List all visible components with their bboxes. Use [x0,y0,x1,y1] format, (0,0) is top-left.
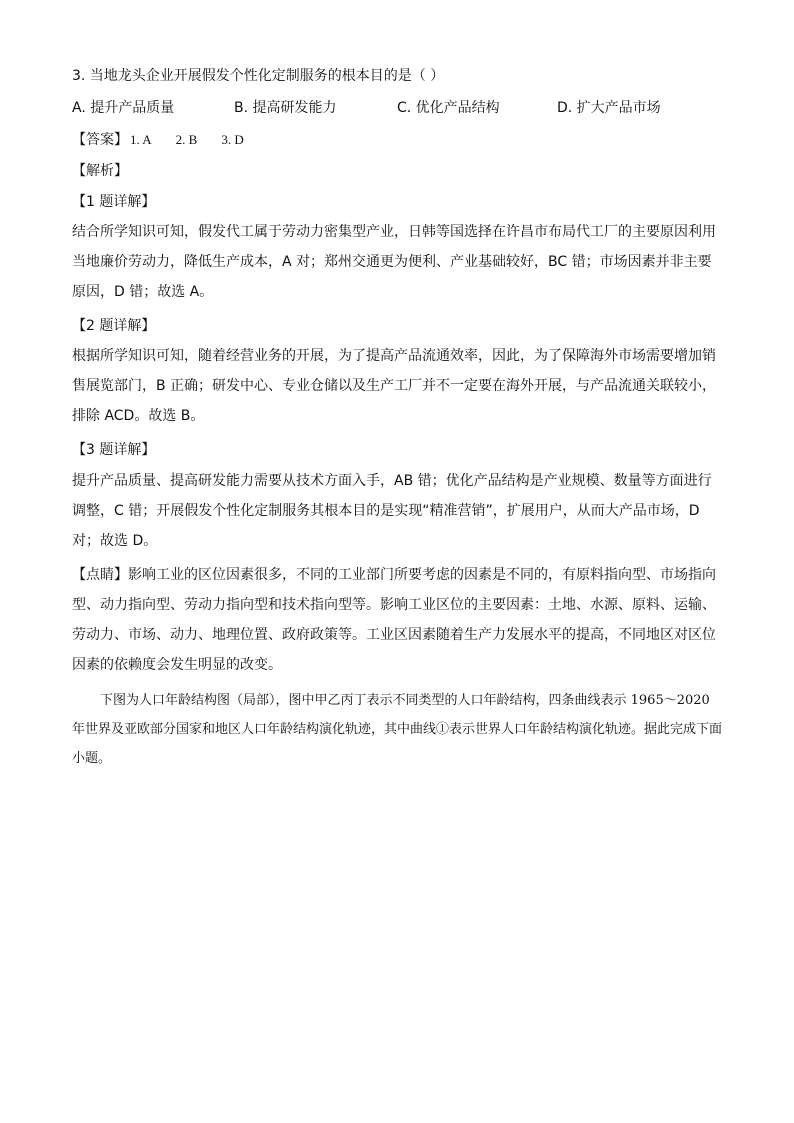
answer-item-2: 2. B [175,132,198,147]
comment-label: 【点睛】 [72,567,128,583]
option-b: B. 提高研发能力 [234,100,337,116]
intro-paragraph: 下图为人口年龄结构图（局部），图中甲乙丙丁表示不同类型的人口年龄结构，四条曲线表示 1965～2020 年世界及亚欧部分国家和地区人口年龄结构演化轨迹，其中曲线①表示世界人口年龄结构演化轨迹。据此完成下面小题。 [72,693,723,766]
answer-item-1: 1. A [130,132,152,147]
detail1-heading: 【1 题详解】 [72,194,156,210]
answer-item-3: 3. D [221,132,244,147]
option-a: A. 提升产品质量 [72,100,175,116]
detail1-text: 结合所学知识可知，假发代工属于劳动力密集型产业，日韩等国选择在许昌市布局代工厂的主要原因利用当地廉价劳动力，降低生产成本，A 对；郑州交通更为便利、产业基础较好，BC 错；市场因素并非主要原因，D 错；故选 A。 [72,224,716,300]
detail3-text: 提升产品质量、提高研发能力需要从技术方面入手，AB 错；优化产品结构是产业规模、数量等方面进行调整，C 错；开展假发个性化定制服务其根本目的是实现“精准营销”，扩展用户，从而大产品市场，D 对；故选 D。 [72,473,712,549]
option-c: C. 优化产品结构 [397,100,500,116]
question-stem: 3. 当地龙头企业开展假发个性化定制服务的根本目的是（ ） [72,68,445,84]
analysis-label: 【解析】 [72,163,128,179]
detail2-text: 根据所学知识可知，随着经营业务的开展，为了提高产品流通效率，因此，为了保障海外市场需要增加销售展览部门，B 正确；研发中心、专业仓储以及生产工厂并不一定要在海外开展，与产品流通关联较小，排除 ACD。故选 B。 [72,348,717,424]
answer-line [72,130,722,150]
comment-block [72,560,722,680]
detail2-heading: 【2 题详解】 [72,318,156,334]
comment-text: 影响工业的区位因素很多，不同的工业部门所要考虑的因素是不同的，有原料指向型、市场指向型、动力指向型、劳动力指向型和技术指向型等。影响工业区位的主要因素：土地、水源、原料、运输、劳动力、市场、动力、地理位置、政府政策等。工业区因素随着生产力发展水平的提高，不同地区对区位因素的依赖度会发生明显的改变。 [72,567,716,673]
answer-label: 【答案】 [72,132,128,148]
option-d: D. 扩大产品市场 [557,100,661,116]
question-options [72,98,722,118]
detail3-heading: 【3 题详解】 [72,442,156,458]
